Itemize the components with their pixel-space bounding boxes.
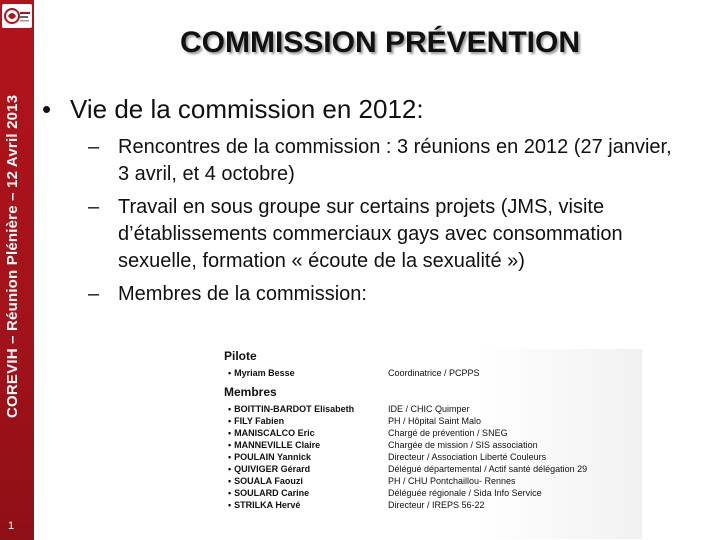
table-row <box>224 487 642 499</box>
member-name-text: STRILKA Hervé <box>234 500 301 510</box>
corevih-logo <box>2 4 32 28</box>
table-row <box>224 403 642 415</box>
bullet-icon: • <box>228 440 232 450</box>
table-row <box>224 439 642 451</box>
table-row <box>224 427 642 439</box>
bullet-icon: • <box>228 452 232 462</box>
main-bullet <box>42 94 682 124</box>
slide-title: COMMISSION PRÉVENTION <box>179 26 581 59</box>
bullet-icon: • <box>228 488 232 498</box>
table-row <box>224 475 642 487</box>
member-role: Délégué départemental / Actif santé délégation 29 <box>388 464 588 474</box>
bullet-icon: • <box>228 368 232 378</box>
member-name <box>224 427 388 439</box>
sub-item <box>42 134 682 188</box>
member-name <box>224 499 388 511</box>
member-role: Déléguée régionale / Sida Info Service <box>388 488 542 498</box>
member-name-text: QUIVIGER Gérard <box>234 464 311 474</box>
sub-item-text: Membres de la commission: <box>118 283 367 305</box>
bullet-icon: • <box>228 416 232 426</box>
member-name-text: SOUALA Faouzi <box>234 476 303 486</box>
table-row <box>224 451 642 463</box>
member-name <box>224 403 388 415</box>
bullet-icon: • <box>228 476 232 486</box>
slide-content <box>42 94 682 314</box>
table-row <box>224 463 642 475</box>
member-name-text: BOITTIN-BARDOT Elisabeth <box>234 404 355 414</box>
dash-icon: – <box>88 196 100 218</box>
bullet-icon: • <box>228 404 232 414</box>
member-name <box>224 439 388 451</box>
member-name <box>224 451 388 463</box>
bullet-icon: • <box>228 428 232 438</box>
member-name <box>224 367 388 379</box>
sidebar <box>0 0 34 540</box>
member-role: PH / Hôpital Saint Malo <box>388 416 482 426</box>
member-name-text: MANNEVILLE Claire <box>234 440 321 450</box>
members-table <box>224 349 642 539</box>
dash-icon: – <box>88 283 100 305</box>
bullet-icon: • <box>42 94 52 124</box>
member-role: Chargé de prévention / SNEG <box>388 428 508 438</box>
bullet-icon: • <box>228 464 232 474</box>
table-row <box>224 415 642 427</box>
member-role: Chargée de mission / SIS association <box>388 440 538 450</box>
sidebar-event-label: COREVIH – Réunion Plénière – 12 Avril 2013 <box>4 94 21 418</box>
member-name-text: SOULARD Carine <box>234 488 310 498</box>
dash-icon: – <box>88 136 100 158</box>
member-name-text: Myriam Besse <box>234 368 295 378</box>
member-name <box>224 415 388 427</box>
member-name-text: FILY Fabien <box>234 416 285 426</box>
sub-item-text: Rencontres de la commission : 3 réunions en 2012 (27 janvier, 3 avril, et 4 octobre) <box>118 136 672 185</box>
bullet-icon: • <box>228 500 232 510</box>
member-role: Directeur / IREPS 56-22 <box>388 500 485 510</box>
pilote-heading: Pilote <box>224 349 257 363</box>
member-name <box>224 487 388 499</box>
membres-heading: Membres <box>224 385 277 399</box>
sub-item <box>42 194 682 275</box>
member-role: Coordinatrice / PCPPS <box>388 368 480 378</box>
member-role: IDE / CHIC Quimper <box>388 404 470 414</box>
main-bullet-text: Vie de la commission en 2012: <box>70 94 424 124</box>
member-name-text: POULAIN Yannick <box>234 452 312 462</box>
page-number: 1 <box>8 520 15 532</box>
member-role: PH / CHU Pontchaillou- Rennes <box>388 476 516 486</box>
member-name-text: MANISCALCO Eric <box>234 428 315 438</box>
member-name <box>224 475 388 487</box>
sub-item-text: Travail en sous groupe sur certains projets (JMS, visite d’établissements commerciaux gays avec consommation sexuelle, formation « écoute de la sexualité ») <box>118 196 623 272</box>
table-row <box>224 367 642 379</box>
member-name <box>224 463 388 475</box>
table-row <box>224 499 642 511</box>
sub-item <box>42 281 682 308</box>
member-role: Directeur / Association Liberté Couleurs <box>388 452 547 462</box>
